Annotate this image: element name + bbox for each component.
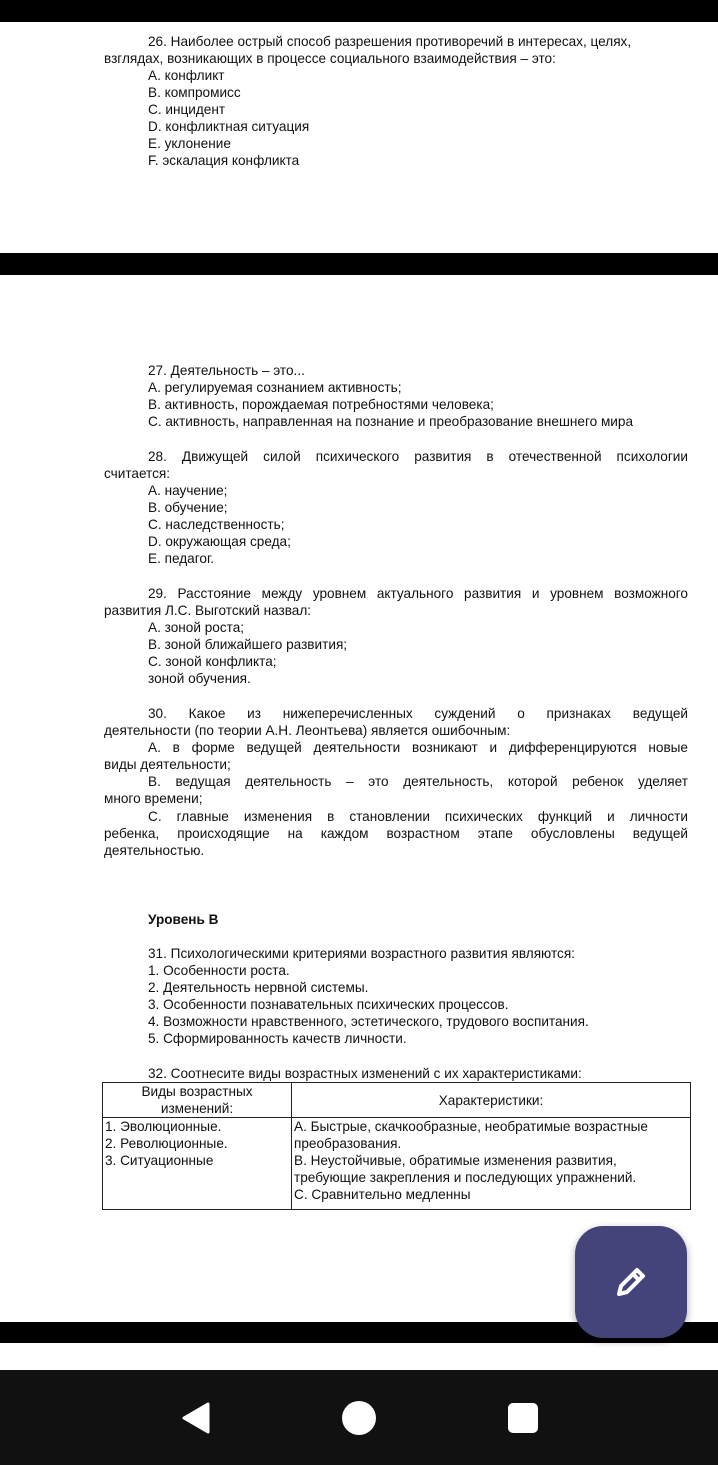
question-28-option: B. обучение; [148,500,228,515]
question-28-option: D. окружающая среда; [148,534,291,549]
question-31-title: 31. Психологическими критериями возрастного развития являются: [148,946,575,961]
back-button[interactable] [178,1400,214,1436]
document-page-2 [0,275,718,1322]
question-28-text-cont: считается: [104,466,171,481]
question-28-option: E. педагог. [148,551,215,566]
question-30-text: 30. Какое из нижеперечисленных суждений о признаках ведущей [148,706,688,721]
question-27-option: C. активность, направленная на познание и преобразование внешнего мира [148,414,634,429]
question-31-option: 3. Особенности познавательных психических процессов. [148,997,509,1012]
home-button[interactable] [341,1400,377,1436]
question-30-option-c-cont: ребенка, происходящие на каждом возрастном этапе обусловлены ведущей [104,826,688,841]
question-26-text: 26. Наиболее острый способ разрешения противоречий в интересах, целях, [148,34,632,49]
question-26-option: D. конфликтная ситуация [148,119,310,134]
question-27-option: A. регулируемая сознанием активность; [148,380,402,395]
matching-table [102,1082,691,1210]
recents-button[interactable] [505,1400,541,1436]
question-28-option: A. научение; [148,483,228,498]
table-header-row [103,1083,691,1118]
question-26-option: C. инцидент [148,102,226,117]
table-cell-characteristics [292,1118,691,1210]
question-27-option: B. активность, порождаемая потребностями человека; [148,397,494,412]
question-29-text: 29. Расстояние между уровнем актуального развития и уровнем возможного [148,586,688,601]
question-29-option: A. зоной роста; [148,620,245,635]
navigation-bar [0,1370,718,1465]
question-29-option: C. зоной конфликта; [148,654,277,669]
question-26-option: E. уклонение [148,136,231,151]
question-26-option: A. конфликт [148,68,225,83]
home-icon [341,1400,377,1436]
question-26-option: B. компромисс [148,85,241,100]
characteristic-item: A. Быстрые, скачкообразные, необратимые возрастные [294,1119,648,1134]
question-30-option-a-cont: виды деятельности; [104,757,231,772]
header-text: Виды возрастных [141,1084,253,1099]
type-item: 1. Эволюционные. [105,1119,222,1134]
table-row [103,1118,691,1210]
table-cell-types [103,1118,292,1210]
question-26-text-cont: взглядах, возникающих в процессе социального взаимодействия – это: [104,51,556,66]
characteristic-item: преобразования. [294,1136,402,1151]
question-31-option: 1. Особенности роста. [148,963,290,978]
back-icon [178,1400,214,1436]
question-30-option-c: C. главные изменения в становлении психических функций и личности [148,809,688,824]
document-page-3 [0,1343,718,1370]
table-header-characteristics: Характеристики: [292,1083,691,1118]
question-32-title: 32. Соотнесите виды возрастных изменений с их характеристиками: [148,1066,582,1081]
question-30-option-c-end: деятельностью. [104,843,205,858]
type-item: 3. Ситуационные [105,1153,214,1168]
question-28-text: 28. Движущей силой психического развития в отечественной психологии [148,449,688,464]
characteristic-item: C. Сравнительно медленны [294,1187,471,1202]
question-29-text-cont: развития Л.С. Выготский назвал: [104,603,312,618]
question-31-option: 5. Сформированность качеств личности. [148,1031,407,1046]
question-28-option: C. наследственность; [148,517,285,532]
pencil-icon [611,1262,651,1302]
document-page-1 [0,22,718,253]
recents-icon [505,1400,541,1436]
question-30-text-cont: деятельности (по теории А.Н. Леонтьева) является ошибочным: [104,723,511,738]
question-30-option-b-cont: много времени; [104,791,203,806]
question-31-option: 2. Деятельность нервной системы. [148,980,369,995]
question-26-option: F. эскалация конфликта [148,153,300,168]
question-29-option: B. зоной ближайшего развития; [148,637,348,652]
table-header-types [103,1083,292,1118]
question-30-option-a: A. в форме ведущей деятельности возникают и дифференцируются новые [148,740,688,755]
edit-button[interactable] [575,1226,687,1338]
question-30-option-b: B. ведущая деятельность – это деятельность, которой ребенок уделяет [148,774,688,789]
question-31-option: 4. Возможности нравственного, эстетического, трудового воспитания. [148,1014,589,1029]
type-item: 2. Революционные. [105,1136,228,1151]
question-29-option: зоной обучения. [148,671,251,686]
header-text: изменений: [160,1101,234,1116]
section-heading-level-b: Уровень В [148,912,219,927]
characteristic-item: B. Неустойчивые, обратимые изменения развития, [294,1153,617,1168]
characteristic-item: требующие закрепления и последующих упражнений. [294,1170,637,1185]
question-27-title: 27. Деятельность – это... [148,363,305,378]
